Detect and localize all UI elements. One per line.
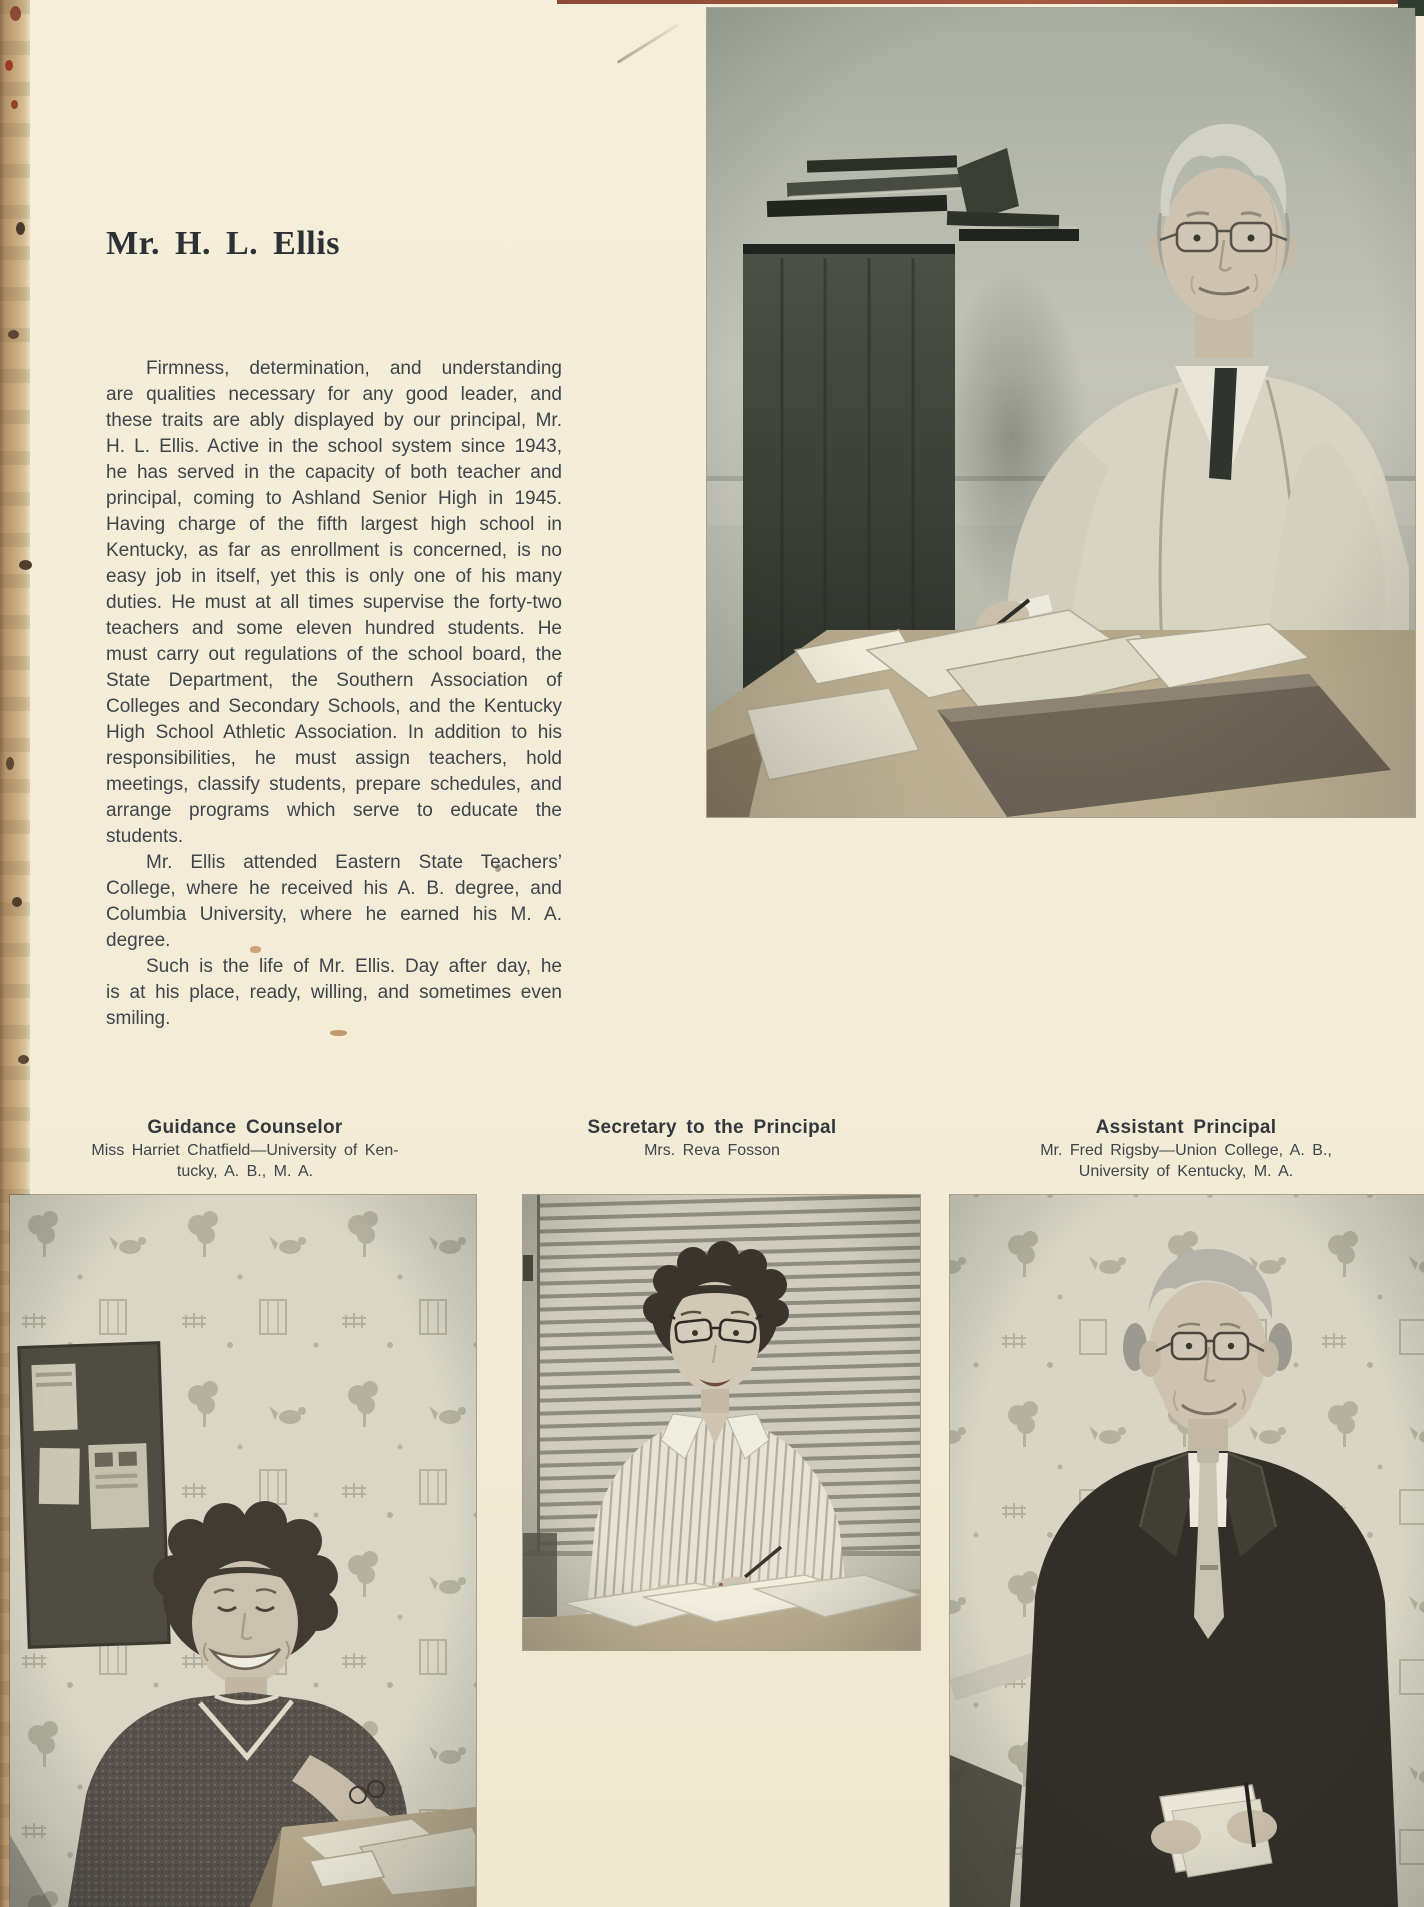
photo-principal-ellis [707,8,1415,817]
stain [10,6,21,21]
caption-role: Guidance Counselor [147,1117,343,1138]
stain [12,897,22,907]
photo-fosson-art [523,1195,920,1650]
caption-name-line: tucky, A. B., M. A. [176,1163,314,1180]
scratch-mark [617,23,680,64]
caption-assistant-principal [968,1116,1404,1182]
paragraph-2: Mr. Ellis attended Eastern State Teachers’ College, where he received his A. B. degree, and Columbia University, where he earned his M. A. degree. [106,852,562,951]
caption-role: Secretary to the Principal [587,1117,837,1138]
paragraph-3: Such is the life of Mr. Ellis. Day after day, he is at his place, ready, willing, and sometimes even smiling. [106,956,562,1029]
photo-guidance-counselor [10,1195,476,1907]
stain [16,222,25,235]
stain [19,560,32,570]
stain [6,757,14,770]
photo-principal-ellis-art [707,8,1415,817]
photo-assistant-principal [950,1195,1424,1907]
photo-secretary [523,1195,920,1650]
caption-guidance-counselor [50,1116,440,1182]
caption-name-line: Mrs. Reva Fosson [644,1142,780,1159]
photo-chatfield-art [10,1195,476,1907]
page-title: Mr. H. L. Ellis [106,224,340,262]
stain [5,60,13,71]
caption-name-line: Miss Harriet Chatfield—University of Ken- [91,1142,399,1159]
page-top-edge [557,0,1424,4]
caption-role: Assistant Principal [1095,1117,1277,1138]
caption-secretary [522,1116,902,1161]
stain [8,330,19,339]
article-text [106,356,562,1032]
caption-name-line: Mr. Fred Rigsby—Union College, A. B., [1040,1142,1332,1159]
stain [11,100,18,109]
photo-rigsby-art [950,1195,1424,1907]
paragraph-1: Firmness, determination, and understanding are qualities necessary for any good leader, and these traits are ably displayed by our principal, Mr. H. L. Ellis. Active in the school system since 1943, he has served in the capacity of both teacher and principal, coming to Ashland Senior High in 1945. Having charge of the fifth largest high school in Kentucky, as far as enrollment is concerned, is no easy job in itself, yet this is only one of his many duties. He must at all times supervise the forty-two teachers and some eleven hundred students. He must carry out regulations of the school board, the State Department, the Southern Association of Colleges and Secondary Schools, and the Kentucky High School Athletic Association. In addition to his responsibilities, he must assign teachers, hold meetings, classify students, prepare schedules, and arrange programs which serve to educate the students. [106,358,562,847]
caption-name-line: University of Kentucky, M. A. [1078,1163,1294,1180]
stain [18,1055,29,1064]
